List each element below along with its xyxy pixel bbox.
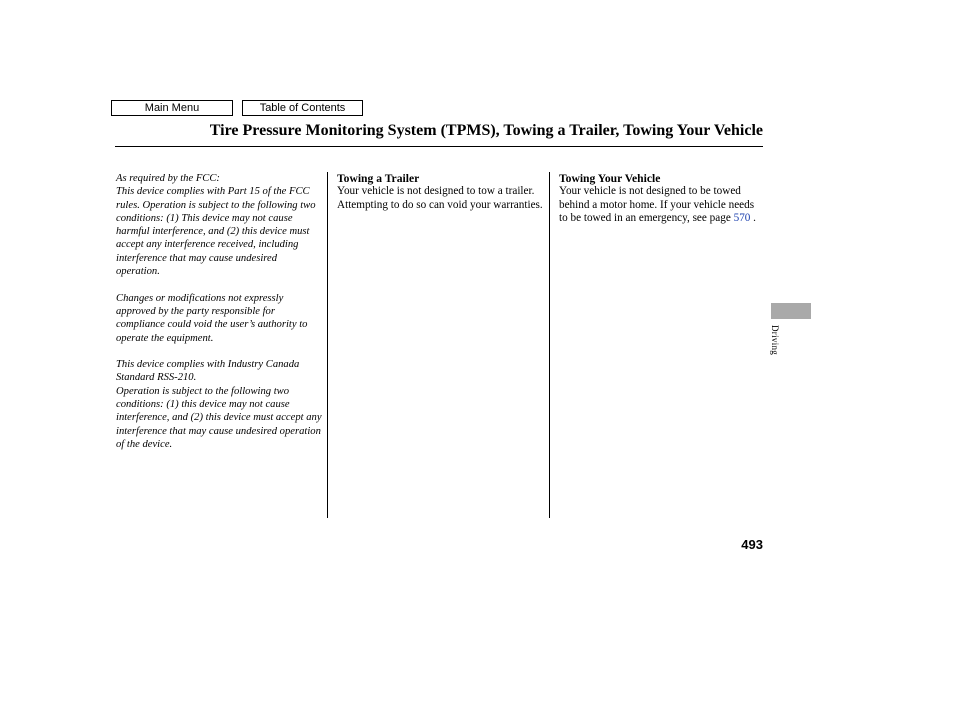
- towing-trailer-body: Your vehicle is not designed to tow a trailer. Attempting to do so can void your warranties.: [337, 185, 543, 211]
- page-number: 493: [741, 537, 763, 552]
- page-570-link[interactable]: 570: [733, 211, 751, 224]
- towing-vehicle-body: [559, 185, 765, 225]
- towing-vehicle-text: Your vehicle is not designed to be towed behind a motor home. If your vehicle needs to be towed in an emergency, see page: [559, 185, 755, 224]
- column-divider: [549, 172, 550, 518]
- section-tab[interactable]: [771, 303, 811, 319]
- towing-trailer-column: [337, 172, 543, 225]
- page-title: Tire Pressure Monitoring System (TPMS), Towing a Trailer, Towing Your Vehicle: [209, 122, 763, 139]
- sentence-end: .: [750, 211, 756, 224]
- towing-trailer-heading: Towing a Trailer: [337, 172, 420, 185]
- section-label: Driving: [770, 325, 780, 356]
- modifications-paragraph: Changes or modifications not expressly approved by the party responsible for compliance could void the user’s authority to operate the equipment.: [116, 292, 308, 344]
- industry-canada-paragraph: [116, 358, 322, 451]
- table-of-contents-button[interactable]: Table of Contents: [242, 100, 363, 116]
- main-menu-button[interactable]: Main Menu: [111, 100, 233, 116]
- industry-canada-conditions: Operation is subject to the following two conditions: (1) this device may not cause interference, and (2) this device must accept any interference that may cause undesired operation of the device.: [116, 385, 322, 450]
- column-divider: [327, 172, 328, 518]
- fcc-paragraph: [116, 172, 322, 278]
- fcc-intro: As required by the FCC:: [116, 173, 220, 184]
- fcc-notice-column: [116, 172, 322, 465]
- towing-vehicle-column: [559, 172, 765, 238]
- towing-vehicle-heading: Towing Your Vehicle: [559, 172, 661, 185]
- industry-canada-intro: This device complies with Industry Canada Standard RSS-210.: [116, 359, 300, 384]
- fcc-conditions: This device complies with Part 15 of the FCC rules. Operation is subject to the following two conditions: (1) This device may not cause harmful interference, and (2) this device must accept any interference received, including interference that may cause undesired operation.: [116, 186, 316, 278]
- title-rule: [115, 146, 763, 147]
